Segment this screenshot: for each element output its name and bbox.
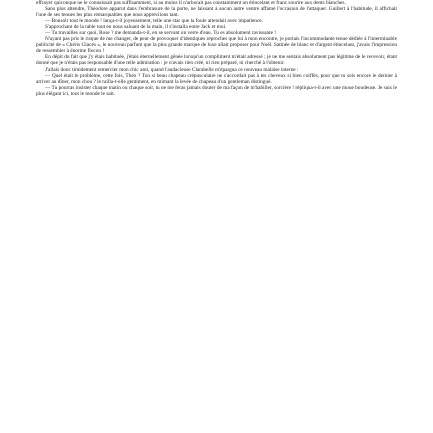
paragraph-2: Sans plus attendre, Théodore apparut dans l'embrasure de la porte, ne laissant à aucun autre ventre affamé l'occasion de l'attaquer. Guillert à l'habitude, il affichait l'une de ses tenues les plus remarquables que nous appréciions tant. xyxy=(36,6,397,19)
paragraph-8: J'allais donc timidement remercier mon chic ami, quand l'audacieuse Clarabelle m'épargna ce nouveau malaise interne : xyxy=(45,66,299,73)
paragraph-1: effrayer quiconque ne le connaissait pas suffisamment, si au moins il n'arborait pas constamment un étincelant et franc sourire aux dents blanches. xyxy=(36,0,346,6)
paragraph-6: N'ayant pas pris le risque de me changer, de peur de provoquer d'identiques reproches que lui à mon encontre, je portais l'incommodante tenue dédiée à l'interminable publicité de « Chéris Glacés », le nouveau parfum que la plus grande marque de luxe allait proposer pour Noël. Satinée de blanc et d'argent étincelant, j'avais l'impression de ressembler à énorme flocon ! xyxy=(36,36,397,55)
paragraph-9: — Quel était le problème, cette fois, Théo ? Ton si beau chapeau crépusculaire ne s'accordait pas à tes cheveux si bien coiffés, pour que tu sois encore le dernier à arriver au dîner, mon chou ? le railla-t-elle gentiment, en mimant la levée de chapeau d'un gentleman distingué. xyxy=(36,72,397,85)
paragraph-4: S'approchant de la table tout en nous saluant de la main, il s'installa entre Jack et moi. xyxy=(45,24,227,31)
paragraph-3: — Bonsoir tout le monde ! lança-t-il joyeusement, telle une star que la foule attendait avec impatience. xyxy=(45,18,263,25)
paragraph-5: — Tu travailles sur quoi, Rose ? me demanda-t-il, en se servant un verre d'eau. Tu es absolument ravissante ! xyxy=(45,30,277,37)
paragraph-10: — Tu pourras insister chaque matin ou chaque soir, tu ne me feras jamais douter de ma façon de m'habiller, sorcière ! répliqua-t-il avec une moue boudeuse. Je suis le plus élégant ici, tout le monde le sait. xyxy=(36,84,397,97)
paragraph-7: En dépit du fait que j'y étais habituée, j'étais éternellement gênée lorsqu'un compliment m'était adressé ; je ne me sentais absolument pas légitime de le recevoir, étant donné que je n'étais pas responsable d'une telle admiration : je n'avais rien créé, ni rien préparé, ni cherché à l'obtenir. xyxy=(36,54,397,67)
